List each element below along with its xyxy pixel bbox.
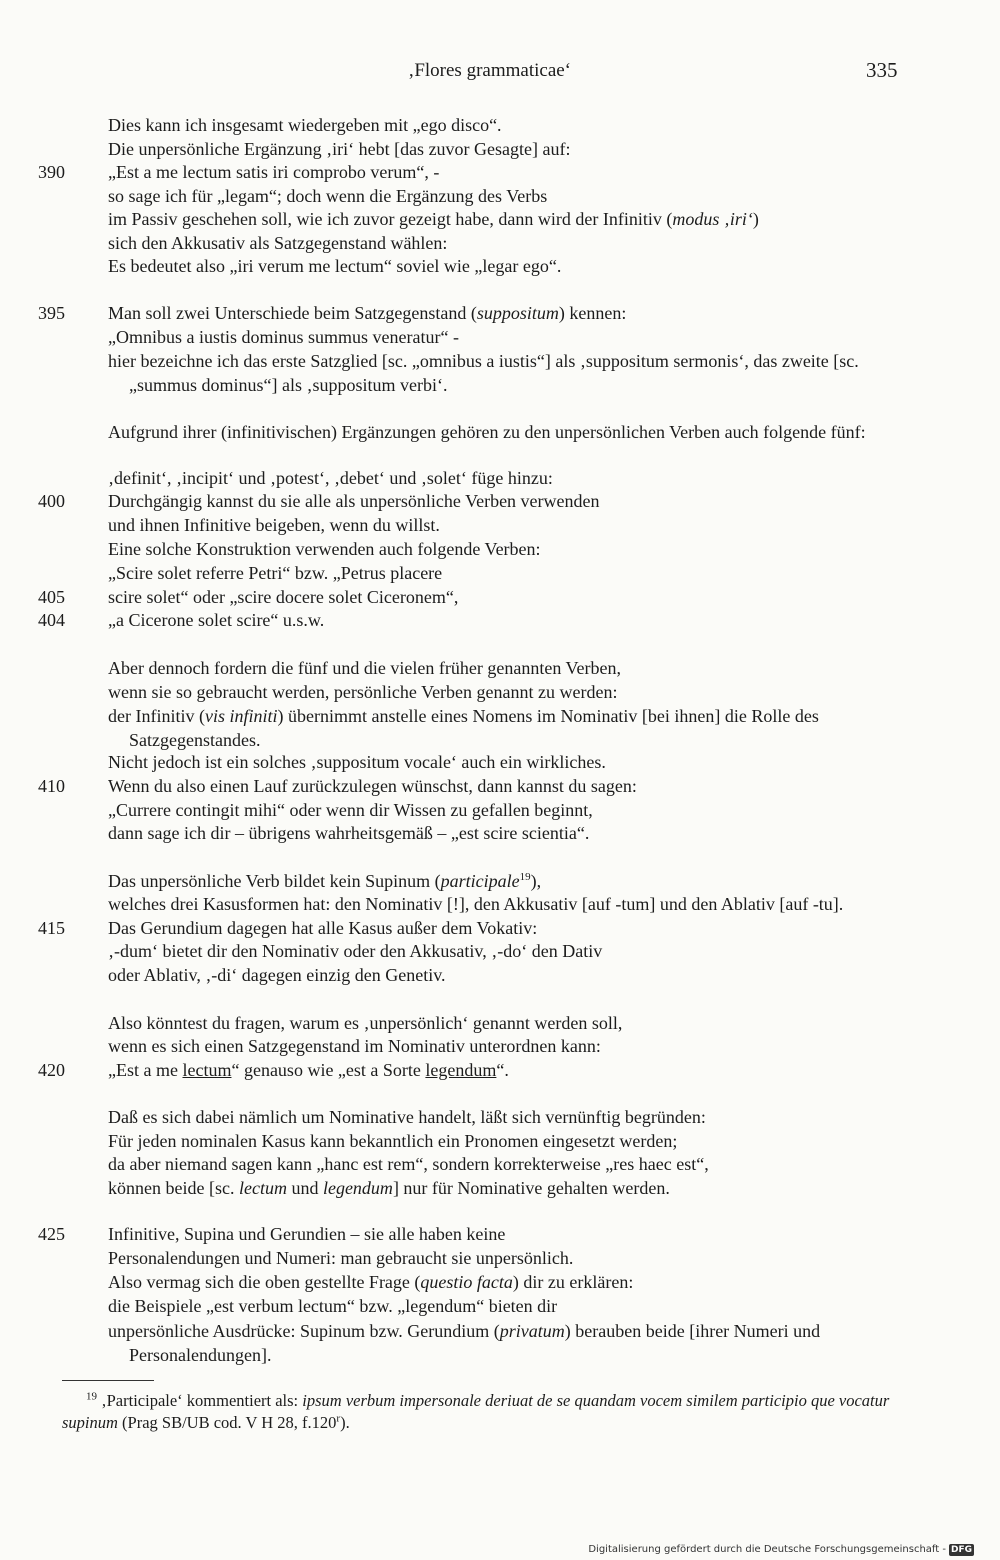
text-line-wrapped: Aufgrund ihrer (infinitivischen) Ergänzungen gehören zu den unpersönlichen Verben auch folgende fünf:	[108, 422, 866, 442]
text-line	[108, 208, 759, 230]
footnote-number: 19	[86, 1390, 97, 1403]
text-span: “ genauso wie „est a Sorte	[231, 1060, 426, 1080]
italic-term: legendum	[322, 1178, 393, 1198]
text-line: wenn es sich einen Satzgegenstand im Nominativ unterordnen kann:	[108, 1036, 601, 1056]
line-number: 420	[38, 1060, 65, 1080]
text-line: so sage ich für „legam“; doch wenn die Ergänzung des Verbs	[108, 186, 548, 206]
line-number: 400	[38, 491, 65, 511]
text-span: Man soll zwei Unterschiede beim Satzgegenstand (	[108, 303, 477, 323]
underlined-term: legendum	[425, 1060, 497, 1080]
footer-text: Digitalisierung gefördert durch die Deutsche Forschungsgemeinschaft -	[588, 1544, 946, 1555]
underlined-term: lectum	[182, 1060, 232, 1080]
line-number: 410	[38, 776, 65, 796]
text-line: wenn sie so gebraucht werden, persönliche Verben genannt zu werden:	[108, 682, 618, 702]
italic-term: suppositum	[476, 303, 559, 323]
italic-term: lectum	[238, 1178, 287, 1198]
text-span: Das unpersönliche Verb bildet kein Supinum (	[108, 871, 441, 891]
text-line: ‚-dum‘ bietet dir den Nominativ oder den Akkusativ, ‚-do‘ den Dativ	[108, 941, 603, 961]
text-span: „Est a me	[108, 1060, 183, 1080]
footnote-text: ).	[340, 1413, 350, 1432]
text-line: Also könntest du fragen, warum es ‚unpersönlich‘ genannt werden soll,	[108, 1013, 623, 1033]
text-span: ) übernimmt anstelle eines Nomens im Nominativ [bei ihnen] die Rolle des Satzgegenstandes.	[129, 706, 819, 750]
text-line-wrapped: hier bezeichne ich das erste Satzglied [sc. „omnibus a iustis“] als ‚suppositum sermonis‘, das zweite [sc. „summus dominus“] als ‚suppositum verbi‘.	[108, 351, 859, 395]
text-line-wrapped	[108, 1319, 951, 1367]
text-line	[108, 1271, 633, 1293]
text-line	[108, 1059, 509, 1081]
text-span: der Infinitiv (	[108, 706, 205, 726]
text-line: oder Ablativ, ‚-di‘ dagegen einzig den Genetiv.	[108, 965, 446, 985]
text-line: Es bedeutet also „iri verum me lectum“ soviel wie „legar ego“.	[108, 256, 562, 276]
text-line	[108, 870, 541, 892]
text-line: „Scire solet referre Petri“ bzw. „Petrus placere	[108, 563, 443, 583]
text-span: )	[752, 209, 759, 229]
text-line: dann sage ich dir – übrigens wahrheitsgemäß – „est scire scientia“.	[108, 823, 590, 843]
italic-term: privatum	[499, 1321, 565, 1341]
footnote-ref: 19	[519, 871, 531, 883]
text-span: ] nur für Nominative gehalten werden.	[392, 1178, 670, 1198]
text-line: ‚definit‘, ‚incipit‘ und ‚potest‘, ‚debet‘ und ‚solet‘ füge hinzu:	[108, 468, 553, 488]
text-line: Für jeden nominalen Kasus kann bekanntlich ein Pronomen eingesetzt werden;	[108, 1131, 678, 1151]
italic-term: questio facta	[420, 1272, 513, 1292]
text-line: scire solet“ oder „scire docere solet Ciceronem“,	[108, 587, 459, 607]
text-line: Personalendungen und Numeri: man gebraucht sie unpersönlich.	[108, 1248, 574, 1268]
text-line: Infinitive, Supina und Gerundien – sie alle haben keine	[108, 1224, 506, 1244]
text-line: Durchgängig kannst du sie alle als unpersönliche Verben verwenden	[108, 491, 600, 511]
text-line-wrapped	[108, 704, 929, 752]
text-span: im Passiv geschehen soll, wie ich zuvor gezeigt habe, dann wird der Infinitiv (	[108, 209, 673, 229]
line-number: 425	[38, 1224, 65, 1244]
footnote	[62, 1390, 932, 1434]
text-line: da aber niemand sagen kann „hanc est rem“, sondern korrekterweise „res haec est“,	[108, 1154, 709, 1174]
text-line: „Est a me lectum satis iri comprobo verum“, -	[108, 162, 440, 182]
line-number: 405	[38, 587, 65, 607]
text-span: ) dir zu erklären:	[512, 1272, 634, 1292]
text-span: ) berauben beide [ihrer Numeri und Personalendungen].	[129, 1321, 821, 1365]
text-line: Nicht jedoch ist ein solches ‚suppositum vocale‘ auch ein wirkliches.	[108, 752, 606, 772]
text-span: Also vermag sich die oben gestellte Frage (	[108, 1272, 421, 1292]
text-line: welches drei Kasusformen hat: den Nominativ [!], den Akkusativ [auf -tum] und den Ablativ [auf -tu].	[108, 894, 844, 914]
line-number: 404	[38, 610, 65, 630]
text-line: „Currere contingit mihi“ oder wenn dir Wissen zu gefallen beginnt,	[108, 800, 593, 820]
text-span: ),	[530, 871, 542, 891]
text-span: können beide [sc.	[108, 1178, 239, 1198]
text-line: Aber dennoch fordern die fünf und die vielen früher genannten Verben,	[108, 658, 621, 678]
text-line	[108, 302, 626, 324]
text-line: Das Gerundium dagegen hat alle Kasus außer dem Vokativ:	[108, 918, 538, 938]
footnote-quote: ipsum verbum impersonale deriuat de se quandam vocem similem participio que vocatur supinum	[62, 1391, 890, 1432]
footnote-text: ‚Participale‘ kommentiert als:	[97, 1391, 303, 1410]
text-line	[108, 1177, 670, 1199]
italic-term: vis infiniti	[204, 706, 278, 726]
page-number: 335	[866, 58, 898, 82]
text-line: „a Cicerone solet scire“ u.s.w.	[108, 610, 325, 630]
text-line: Die unpersönliche Ergänzung ‚iri‘ hebt [das zuvor Gesagte] auf:	[108, 139, 571, 159]
footnote-text: (Prag SB/UB cod. V H 28, f.120	[117, 1413, 337, 1432]
text-line: und ihnen Infinitive beigeben, wenn du willst.	[108, 515, 440, 535]
text-span: ) kennen:	[558, 303, 627, 323]
text-line: die Beispiele „est verbum lectum“ bzw. „legendum“ bieten dir	[108, 1296, 558, 1316]
footnote-superscript: r	[336, 1412, 341, 1425]
text-line: Daß es sich dabei nämlich um Nominative handelt, läßt sich vernünftig begründen:	[108, 1107, 706, 1127]
text-line: Eine solche Konstruktion verwenden auch folgende Verben:	[108, 539, 541, 559]
italic-term: modus ‚iri‘	[672, 209, 753, 229]
text-line: „Omnibus a iustis dominus summus veneratur“ -	[108, 327, 459, 347]
text-span: “.	[496, 1060, 509, 1080]
text-span: und	[286, 1178, 323, 1198]
footnote-separator	[62, 1380, 154, 1381]
line-number: 395	[38, 303, 65, 323]
line-number: 415	[38, 918, 65, 938]
text-span: unpersönliche Ausdrücke: Supinum bzw. Gerundium (	[108, 1321, 500, 1341]
text-line: Dies kann ich insgesamt wiedergeben mit „ego disco“.	[108, 115, 502, 135]
text-line: sich den Akkusativ als Satzgegenstand wählen:	[108, 233, 448, 253]
dfg-logo: DFG	[950, 1545, 972, 1555]
line-number: 390	[38, 162, 65, 182]
digitization-footer	[588, 1544, 974, 1556]
page-header-title: ‚Flores grammaticae‘	[408, 60, 572, 81]
text-line: Wenn du also einen Lauf zurückzulegen wünschst, dann kannst du sagen:	[108, 776, 637, 796]
italic-term: participale	[440, 871, 520, 891]
